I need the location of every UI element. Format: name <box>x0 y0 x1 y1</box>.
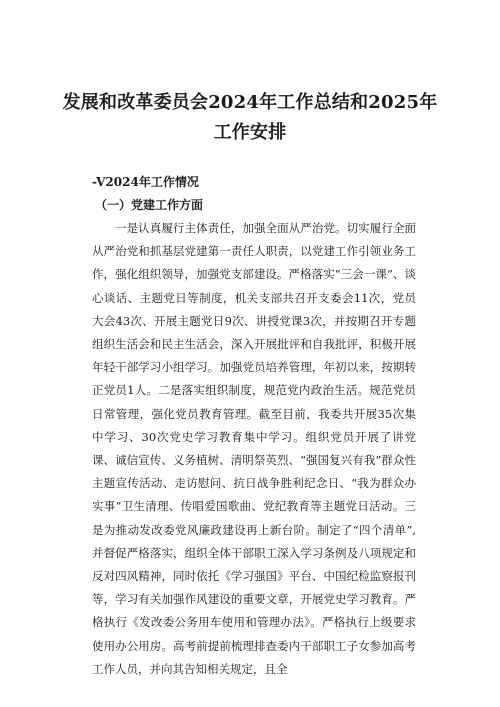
section-heading: -V2024年工作情况 <box>92 175 199 189</box>
document-title <box>60 88 440 148</box>
document-title-line-2: 工作安排 <box>213 122 287 143</box>
body-paragraph: 一是认真履行主体责任，加强全面从严治党。切实履行全面从严治党和抓基层党建第一责任人职责，以党建工作引领业务工作，强化组织领导，加强党支部建设。严格落实“三会一课”、谈心谈话、主题党日等制度，机关支部共召开支委会11次，党员大会43次、开展主题党日9次、讲授党课3次，并按期召开专题组织生活会和民主生活会，深入开展批评和自我批评，积极开展年轻干部学习小组学习。加强党员培养管理，年初以来，按期转正党员1人。二是落实组织制度，规范党内政治生活。规范党员日常管理，强化党员教育管理。截至目前，我委共开展35次集中学习、30次党史学习教育集中学习。组织党员开展了讲党课、诚信宣传、义务植树、清明祭英烈、“强国复兴有我”群众性主题宣传活动、走访慰问、抗日战争胜利纪念日、“我为群众办实事”卫生清理、传唱爱国歌曲、党纪教育等主题党日活动。三是为推动发改委党风廉政建设再上新台阶。制定了“四个清单”,并督促严格落实，组织全体干部职工深入学习条例及八项规定和反对四风精神，同时依托《学习强国》平台、中国纪检监察报刊等，学习有关加强作风建设的重要文章，开展党史学习教育。严格执行《发改委公务用车使用和管理办法》。严格执行上级要求使用办公用房。高考前提前梳理排查委内干部职工子女参加高考工作人员，并向其告知相关规定，且全 <box>92 221 416 676</box>
document-title-line-1: 发展和改革委员会2024年工作总结和2025年 <box>62 92 438 113</box>
subsection-heading: （一）党建工作方面 <box>95 198 204 212</box>
